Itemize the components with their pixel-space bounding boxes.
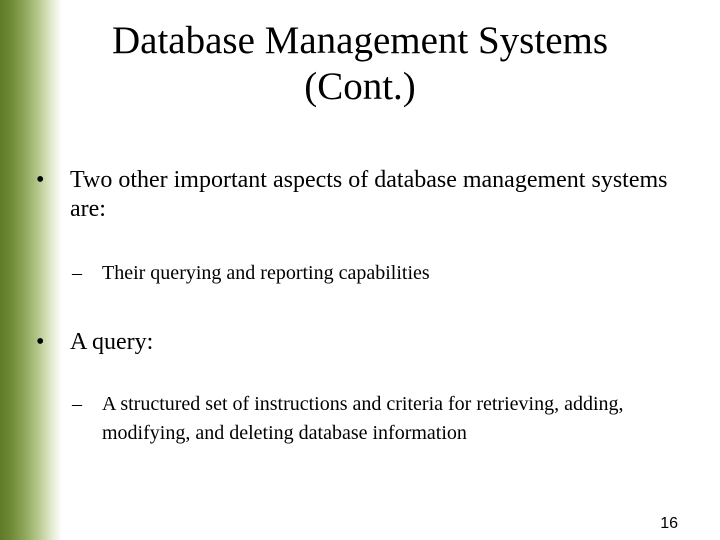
sub-bullet-text-2: A structured set of instructions and criteria for retrieving, adding, modifying, and deleting database information — [102, 393, 624, 444]
page-number: 16 — [660, 515, 678, 532]
page-title — [62, 18, 658, 110]
sub-bullet-marker-2: – — [72, 393, 82, 415]
sub-bullet-marker-1: – — [72, 262, 82, 284]
sub-bullet-text-1: Their querying and reporting capabilities — [102, 262, 430, 284]
bullet-marker-2: • — [36, 329, 45, 355]
title-line-2: (Cont.) — [304, 65, 416, 108]
title-line-1: Database Management Systems — [111, 19, 609, 62]
bullet-text-2: A query: — [70, 329, 154, 355]
bullet-marker-1: • — [36, 167, 45, 193]
side-gradient-band — [0, 0, 62, 540]
bullet-text-1: Two other important aspects of database management systems are: — [70, 167, 668, 222]
